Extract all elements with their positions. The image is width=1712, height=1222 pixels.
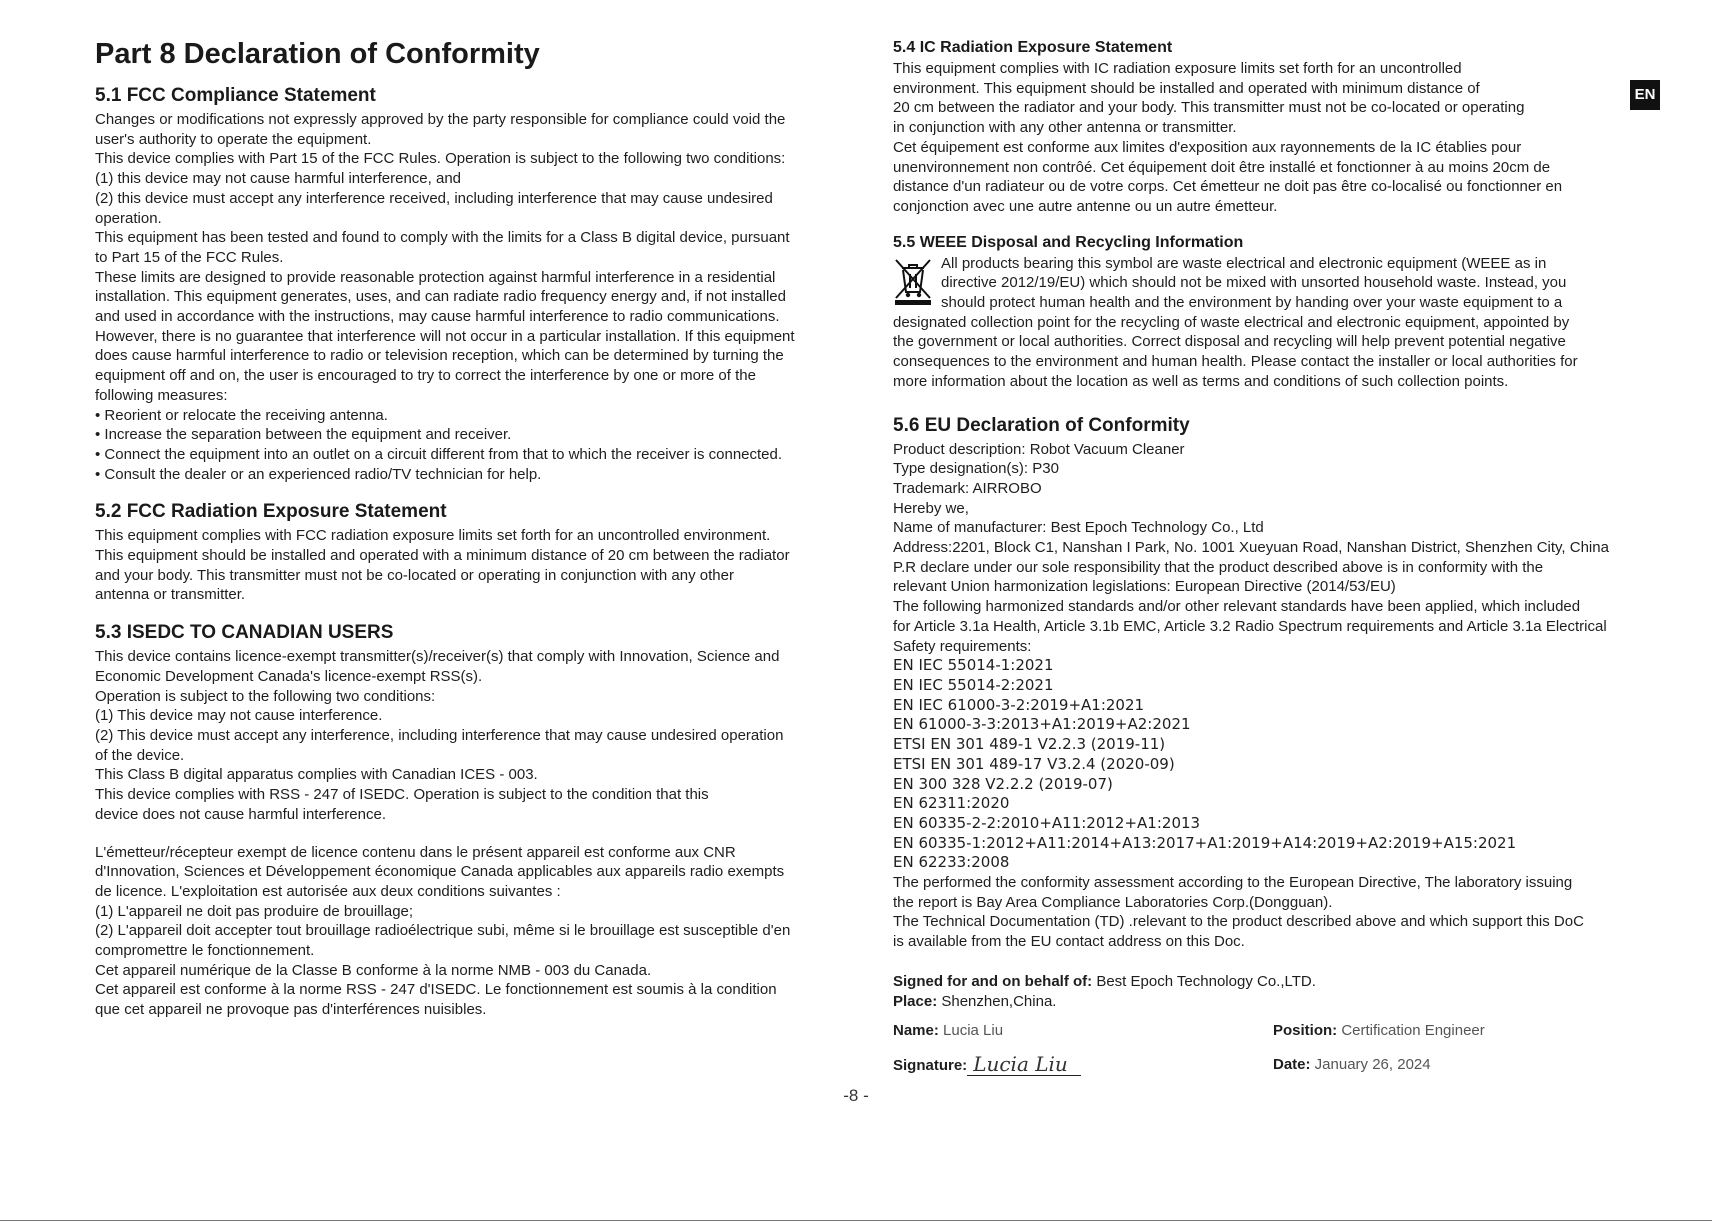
- text-line: and your body. This transmitter must not be co-located or operating in conjunction with any other: [95, 566, 734, 584]
- text-line: The following harmonized standards and/or other relevant standards have been applied, which included: [893, 598, 1581, 616]
- text-line: (1) L'appareil ne doit pas produire de brouillage;: [95, 902, 414, 920]
- text-line: and used in accordance with the instructions, may cause harmful interference to radio communications.: [95, 308, 780, 326]
- date-label: Date:: [1273, 1055, 1311, 1073]
- text-line: These limits are designed to provide reasonable protection against harmful interference in a residential: [95, 268, 776, 286]
- text-line: Hereby we,: [893, 499, 969, 517]
- text-line: user's authority to operate the equipment.: [95, 130, 372, 148]
- text-line: distance d'un radiateur ou de votre corps. Cet émetteur ne doit pas être co-localisé ou fonctionner en: [893, 178, 1563, 196]
- text-line: 20 cm between the radiator and your body. This transmitter must not be co-located or operating: [893, 99, 1525, 117]
- position-label: Position:: [1273, 1021, 1338, 1039]
- paragraph-list: [893, 313, 1638, 392]
- paragraph-list: [95, 526, 840, 605]
- text-line: L'émetteur/récepteur exempt de licence contenu dans le présent appareil est conforme aux CNR: [95, 843, 736, 861]
- text-line: (2) this device must accept any interference received, including interference that may cause undesired: [95, 189, 773, 207]
- section-heading: 5.4 IC Radiation Exposure Statement: [893, 39, 1173, 56]
- position-value: Certification Engineer: [1337, 1021, 1485, 1039]
- text-line: Safety requirements:: [893, 637, 1032, 655]
- paragraph-list: [893, 59, 1638, 217]
- place-value: Shenzhen,China.: [937, 992, 1057, 1010]
- text-line: This equipment has been tested and found to comply with the limits for a Class B digital device, pursuant: [95, 229, 790, 247]
- text-line: d'Innovation, Sciences et Développement économique Canada applicables aux appareils radio exempts: [95, 863, 785, 881]
- signature-label: Signature:: [893, 1057, 968, 1075]
- text-line: This Class B digital apparatus complies with Canadian ICES - 003.: [95, 766, 538, 784]
- section-fcc-radiation: [95, 500, 840, 605]
- page-number: -8 -: [843, 1086, 869, 1105]
- language-badge: EN: [1630, 80, 1660, 110]
- text-line: designated collection point for the recycling of waste electrical and electronic equipment, appointed by: [893, 313, 1570, 331]
- text-line: This equipment complies with FCC radiation exposure limits set forth for an uncontrolled environment.: [95, 527, 771, 545]
- signature-date-row: [893, 1050, 1638, 1080]
- text-line: Trademark: AIRROBO: [893, 479, 1042, 497]
- text-line: This equipment complies with IC radiation exposure limits set forth for an uncontrolled: [893, 60, 1462, 77]
- text-line: equipment off and on, the user is encouraged to try to correct the interference by one or more of the: [95, 367, 756, 385]
- text-line: directive 2012/19/EU) which should not be mixed with unsorted household waste. Instead, you: [941, 274, 1567, 292]
- paragraph-list-french: [95, 843, 840, 1020]
- text-line: Operation is subject to the following two conditions:: [95, 687, 436, 705]
- paragraph-list: [893, 440, 1638, 657]
- text-line: EN IEC 55014-1:2021: [893, 656, 1054, 675]
- section-heading: 5.3 ISEDC TO CANADIAN USERS: [95, 622, 394, 644]
- text-line: antenna or transmitter.: [95, 586, 246, 604]
- place-label: Place:: [893, 992, 938, 1010]
- text-line: to Part 15 of the FCC Rules.: [95, 248, 284, 266]
- text-line: (1) This device may not cause interference.: [95, 707, 383, 725]
- text-line: Cet équipement est conforme aux limites d'exposition aux rayonnements de la IC établies pour: [893, 138, 1522, 156]
- text-line: following measures:: [95, 386, 228, 404]
- text-line: operation.: [95, 209, 162, 227]
- section-weee: [893, 233, 1638, 392]
- text-line: EN 60335-1:2012+A11:2014+A13:2017+A1:2019+A14:2019+A2:2019+A15:2021: [893, 833, 1517, 852]
- section-eu-declaration: [893, 414, 1638, 952]
- text-line: EN 62233:2008: [893, 853, 1010, 872]
- text-line: This device contains licence-exempt transmitter(s)/receiver(s) that comply with Innovation, Science and: [95, 648, 780, 666]
- text-line: • Connect the equipment into an outlet on a circuit different from that to which the receiver is connected.: [95, 445, 783, 463]
- text-line: for Article 3.1a Health, Article 3.1b EMC, Article 3.2 Radio Spectrum requirements and Article 3.1a Electrical: [893, 617, 1607, 635]
- text-line: This device complies with Part 15 of the FCC Rules. Operation is subject to the following two conditions:: [95, 150, 786, 168]
- name-label: Name:: [893, 1021, 939, 1039]
- text-line: P.R declare under our sole responsibility that the product described above is in conformity with the: [893, 558, 1544, 576]
- text-line: • Consult the dealer or an experienced radio/TV technician for help.: [95, 465, 542, 483]
- text-line: Address:2201, Block C1, Nanshan I Park, No. 1001 Xueyuan Road, Nanshan District, Shenzhen City, China: [893, 539, 1609, 557]
- text-line: Changes or modifications not expressly approved by the party responsible for compliance could void the: [95, 111, 786, 128]
- paragraph-list: [95, 647, 840, 824]
- text-line: EN 300 328 V2.2.2 (2019-07): [893, 774, 1113, 793]
- section-heading: 5.6 EU Declaration of Conformity: [893, 414, 1190, 436]
- right-column: [893, 38, 1638, 1080]
- text-line: relevant Union harmonization legislations: European Directive (2014/53/EU): [893, 578, 1396, 596]
- text-line: device does not cause harmful interference.: [95, 805, 386, 823]
- text-line: Cet appareil est conforme à la norme RSS - 247 d'ISEDC. Le fonctionnement est soumis à la condition: [95, 981, 777, 999]
- text-line: ETSI EN 301 489-1 V2.2.3 (2019-11): [893, 735, 1166, 754]
- text-line: Cet appareil numérique de la Classe B conforme à la norme NMB - 003 du Canada.: [95, 961, 652, 979]
- page-title: Part 8 Declaration of Conformity: [95, 38, 540, 70]
- text-line: The Technical Documentation (TD) .relevant to the product described above and which support this DoC: [893, 913, 1584, 931]
- text-line: EN IEC 55014-2:2021: [893, 675, 1054, 694]
- text-line: Name of manufacturer: Best Epoch Technology Co., Ltd: [893, 519, 1264, 537]
- section-ic-radiation: [893, 38, 1638, 217]
- text-line: installation. This equipment generates, uses, and can radiate radio frequency energy and, if not installed: [95, 288, 786, 306]
- text-line: the report is Bay Area Compliance Laboratories Corp.(Dongguan).: [893, 893, 1333, 911]
- text-line: Type designation(s): P30: [893, 460, 1059, 478]
- text-line: This equipment should be installed and operated with a minimum distance of 20 cm between the radiator: [95, 547, 790, 565]
- text-line: EN 61000-3-3:2013+A1:2019+A2:2021: [893, 715, 1191, 734]
- left-column: [95, 36, 840, 1036]
- text-line: more information about the location as well as terms and conditions of such collection points.: [893, 372, 1509, 390]
- text-line: unenvironnement non contrôé. Cet équipement doit être installé et fonctionner à au moins 20cm de: [893, 158, 1551, 176]
- text-line: in conjunction with any other antenna or transmitter.: [893, 119, 1237, 137]
- name-value: Lucia Liu: [938, 1021, 1004, 1039]
- text-line: environment. This equipment should be installed and operated with minimum distance of: [893, 79, 1480, 97]
- signed-label: Signed for and on behalf of:: [893, 972, 1093, 990]
- text-line: compromettre le fonctionnement.: [95, 942, 315, 960]
- text-line: Economic Development Canada's licence-exempt RSS(s).: [95, 667, 483, 685]
- signature-block: [893, 972, 1638, 1080]
- text-line: The performed the conformity assessment according to the European Directive, The laboratory issuing: [893, 874, 1573, 892]
- section-isedc: [95, 621, 840, 1020]
- section-fcc-compliance: [95, 84, 840, 484]
- text-line: • Increase the separation between the equipment and receiver.: [95, 426, 512, 444]
- section-heading: 5.2 FCC Radiation Exposure Statement: [95, 501, 447, 523]
- paragraph-list: [95, 110, 840, 484]
- date-value: January 26, 2024: [1310, 1055, 1431, 1073]
- text-line: EN 62311:2020: [893, 794, 1010, 813]
- text-line: Product description: Robot Vacuum Cleaner: [893, 440, 1185, 458]
- text-line: EN 60335-2-2:2010+A11:2012+A1:2013: [893, 813, 1201, 832]
- text-line: EN IEC 61000-3-2:2019+A1:2021: [893, 695, 1145, 714]
- paragraph-list-indented: [893, 254, 1638, 313]
- text-line: que cet appareil ne provoque pas d'interférences nuisibles.: [95, 1001, 487, 1019]
- text-line: (1) this device may not cause harmful interference, and: [95, 170, 462, 188]
- text-line: of the device.: [95, 746, 185, 764]
- text-line: is available from the EU contact address on this Doc.: [893, 933, 1245, 951]
- handwritten-signature: Lucia Liu: [967, 1053, 1081, 1076]
- text-line: This device complies with RSS - 247 of ISEDC. Operation is subject to the condition that this: [95, 786, 709, 804]
- text-line: All products bearing this symbol are waste electrical and electronic equipment (WEEE as in: [941, 254, 1547, 272]
- text-line: does cause harmful interference to radio or television reception, which can be determined by turning the: [95, 347, 784, 365]
- text-line: (2) L'appareil doit accepter tout brouillage radioélectrique subi, même si le brouillage est susceptible d'en: [95, 922, 791, 940]
- text-line: (2) This device must accept any interference, including interference that may cause undesired operation: [95, 726, 784, 744]
- standards-list: [893, 656, 1638, 873]
- text-line: the government or local authorities. Correct disposal and recycling will help prevent potential negative: [893, 333, 1566, 351]
- text-line: de licence. L'exploitation est autorisée aux deux conditions suivantes :: [95, 882, 561, 900]
- text-line: ETSI EN 301 489-17 V3.2.4 (2020-09): [893, 754, 1175, 773]
- text-line: consequences to the environment and human health. Please contact the installer or local authorities for: [893, 353, 1578, 371]
- text-line: should protect human health and the environment by handing over your waste equipment to a: [941, 294, 1563, 312]
- weee-crossed-bin-icon: [893, 256, 933, 306]
- signed-value: Best Epoch Technology Co.,LTD.: [1092, 972, 1316, 990]
- signed-for-line: [893, 972, 1638, 992]
- text-line: However, there is no guarantee that interference will not occur in a particular installation. If this equipment: [95, 327, 795, 345]
- bottom-divider: [0, 1220, 1712, 1221]
- text-line: conjonction avec une autre antenne ou un autre émetteur.: [893, 197, 1278, 215]
- paragraph-list: [893, 873, 1638, 952]
- place-line: [893, 992, 1638, 1012]
- section-heading: 5.5 WEEE Disposal and Recycling Information: [893, 233, 1244, 251]
- name-position-row: [893, 1016, 1638, 1046]
- section-heading: 5.1 FCC Compliance Statement: [95, 85, 376, 106]
- text-line: • Reorient or relocate the receiving antenna.: [95, 406, 388, 424]
